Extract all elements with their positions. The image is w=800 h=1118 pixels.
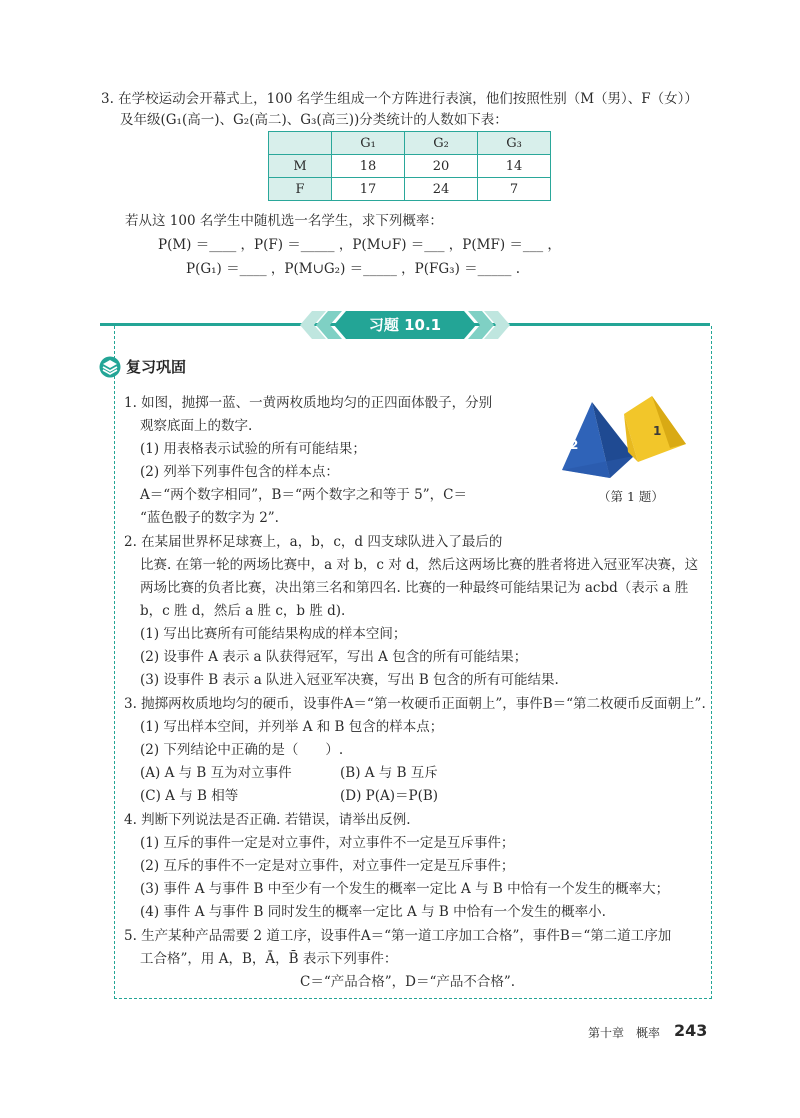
exercise-line: (1) 用表格表示试验的所有可能结果； — [140, 441, 366, 457]
exercise-line: 2. 在某届世界杯足球赛上，a，b，c，d 四支球队进入了最后的 — [124, 534, 503, 550]
exercise-line: C＝“产品合格”，D＝“产品不合格”. — [300, 974, 516, 990]
choice-a: (A) A 与 B 互为对立事件 — [140, 765, 292, 781]
exercise-line: (4) 事件 A 与事件 B 同时发生的概率一定比 A 与 B 中恰有一个发生的概率小. — [140, 904, 606, 920]
table-cell: 14 — [478, 155, 551, 178]
table-cell: 7 — [478, 178, 551, 201]
table-cell: 17 — [332, 178, 405, 201]
exercise-line: 5. 生产某种产品需要 2 道工序，设事件A＝“第一道工序加工合格”，事件B＝“第二道工序加 — [124, 928, 672, 944]
exercise-line: 1. 如图，抛掷一蓝、一黄两枚质地均匀的正四面体骰子，分别 — [124, 395, 493, 411]
exercise-line: (2) 列举下列事件包含的样本点： — [140, 464, 339, 480]
exercise-line: (3) 事件 A 与事件 B 中至少有一个发生的概率一定比 A 与 B 中恰有一个发生的概率大； — [140, 881, 670, 897]
exercise-line: (2) 设事件 A 表示 a 队获得冠军，写出 A 包含的所有可能结果； — [140, 649, 528, 665]
choice-c: (C) A 与 B 相等 — [140, 788, 239, 804]
table-header-cell — [269, 132, 332, 155]
exercise-line: 两场比赛的负者比赛，决出第三名和第四名. 比赛的一种最终可能结果记为 acbd（表示 a 胜 — [140, 580, 689, 596]
section-title: 复习巩固 — [126, 358, 187, 376]
exercise-line: 观察底面上的数字. — [140, 418, 253, 434]
table-header-row — [269, 132, 551, 155]
table-cell: 18 — [332, 155, 405, 178]
blue-die-number: 2 — [570, 438, 579, 452]
q3-line-3: 若从这 100 名学生中随机选一名学生，求下列概率： — [125, 213, 443, 229]
stats-table — [268, 131, 551, 201]
chapter-label: 第十章 概率 — [588, 1026, 661, 1040]
table-cell: F — [269, 178, 332, 201]
table-cell: 20 — [405, 155, 478, 178]
tetrahedral-dice-illustration — [552, 392, 692, 482]
q3-line-2: 及年级(G₁(高一)、G₂(高二)、G₃(高三))分类统计的人数如下表： — [120, 112, 508, 128]
table-cell: M — [269, 155, 332, 178]
exercise-line: 4. 判断下列说法是否正确. 若错误，请举出反例. — [124, 812, 411, 828]
table-row — [269, 155, 551, 178]
table-header-cell: G₃ — [478, 132, 551, 155]
q3-line-4: P(M) ＝____ ，P(F) ＝_____ ，P(M∪F) ＝___ ，P(MF) ＝___ ， — [158, 237, 561, 253]
review-section-icon — [99, 356, 121, 378]
exercise-line: (1) 写出样本空间，并列举 A 和 B 包含的样本点； — [140, 719, 444, 735]
table-cell: 24 — [405, 178, 478, 201]
table-row — [269, 178, 551, 201]
exercise-line: b，c 胜 d，然后 a 胜 c，b 胜 d). — [140, 603, 346, 619]
table-header-cell: G₁ — [332, 132, 405, 155]
exercise-line: 3. 抛掷两枚质地均匀的硬币，设事件A＝“第一枚硬币正面朝上”，事件B＝“第二枚硬币反面朝上”. — [124, 696, 706, 712]
q3-line-5: P(G₁) ＝____ ，P(M∪G₂) ＝_____ ，P(FG₃) ＝_____ . — [186, 261, 520, 277]
choice-b: (B) A 与 B 互斥 — [340, 765, 438, 781]
page-number: 243 — [674, 1021, 708, 1040]
exercise-line: (3) 设事件 B 表示 a 队进入冠亚军决赛，写出 B 包含的所有可能结果. — [140, 672, 559, 688]
figure-caption: （第 1 题） — [598, 489, 664, 504]
exercise-line: (2) 下列结论中正确的是（ ）. — [140, 742, 344, 758]
exercise-line: A＝“两个数字相同”，B＝“两个数字之和等于 5”，C＝ — [140, 487, 467, 503]
q3-line-1: 3. 在学校运动会开幕式上，100 名学生组成一个方阵进行表演，他们按照性别（M（男）、F（女）） — [101, 91, 698, 107]
table-header-cell: G₂ — [405, 132, 478, 155]
exercise-line: (2) 互斥的事件不一定是对立事件，对立事件一定是互斥事件； — [140, 858, 515, 874]
choice-d: (D) P(A)＝P(B) — [340, 788, 439, 804]
exercise-line: 比赛. 在第一轮的两场比赛中，a 对 b，c 对 d，然后这两场比赛的胜者将进入冠亚军决赛，这 — [140, 557, 699, 573]
exercise-line: (1) 互斥的事件一定是对立事件，对立事件不一定是互斥事件； — [140, 835, 515, 851]
yellow-die-number: 1 — [653, 424, 662, 438]
exercise-line: (1) 写出比赛所有可能结果构成的样本空间； — [140, 626, 407, 642]
exercise-title: 习题 10.1 — [368, 316, 442, 334]
exercise-line: 工合格”，用 A，B，Ā，B̄ 表示下列事件： — [140, 951, 398, 967]
exercise-line: “蓝色骰子的数字为 2”. — [140, 510, 279, 526]
